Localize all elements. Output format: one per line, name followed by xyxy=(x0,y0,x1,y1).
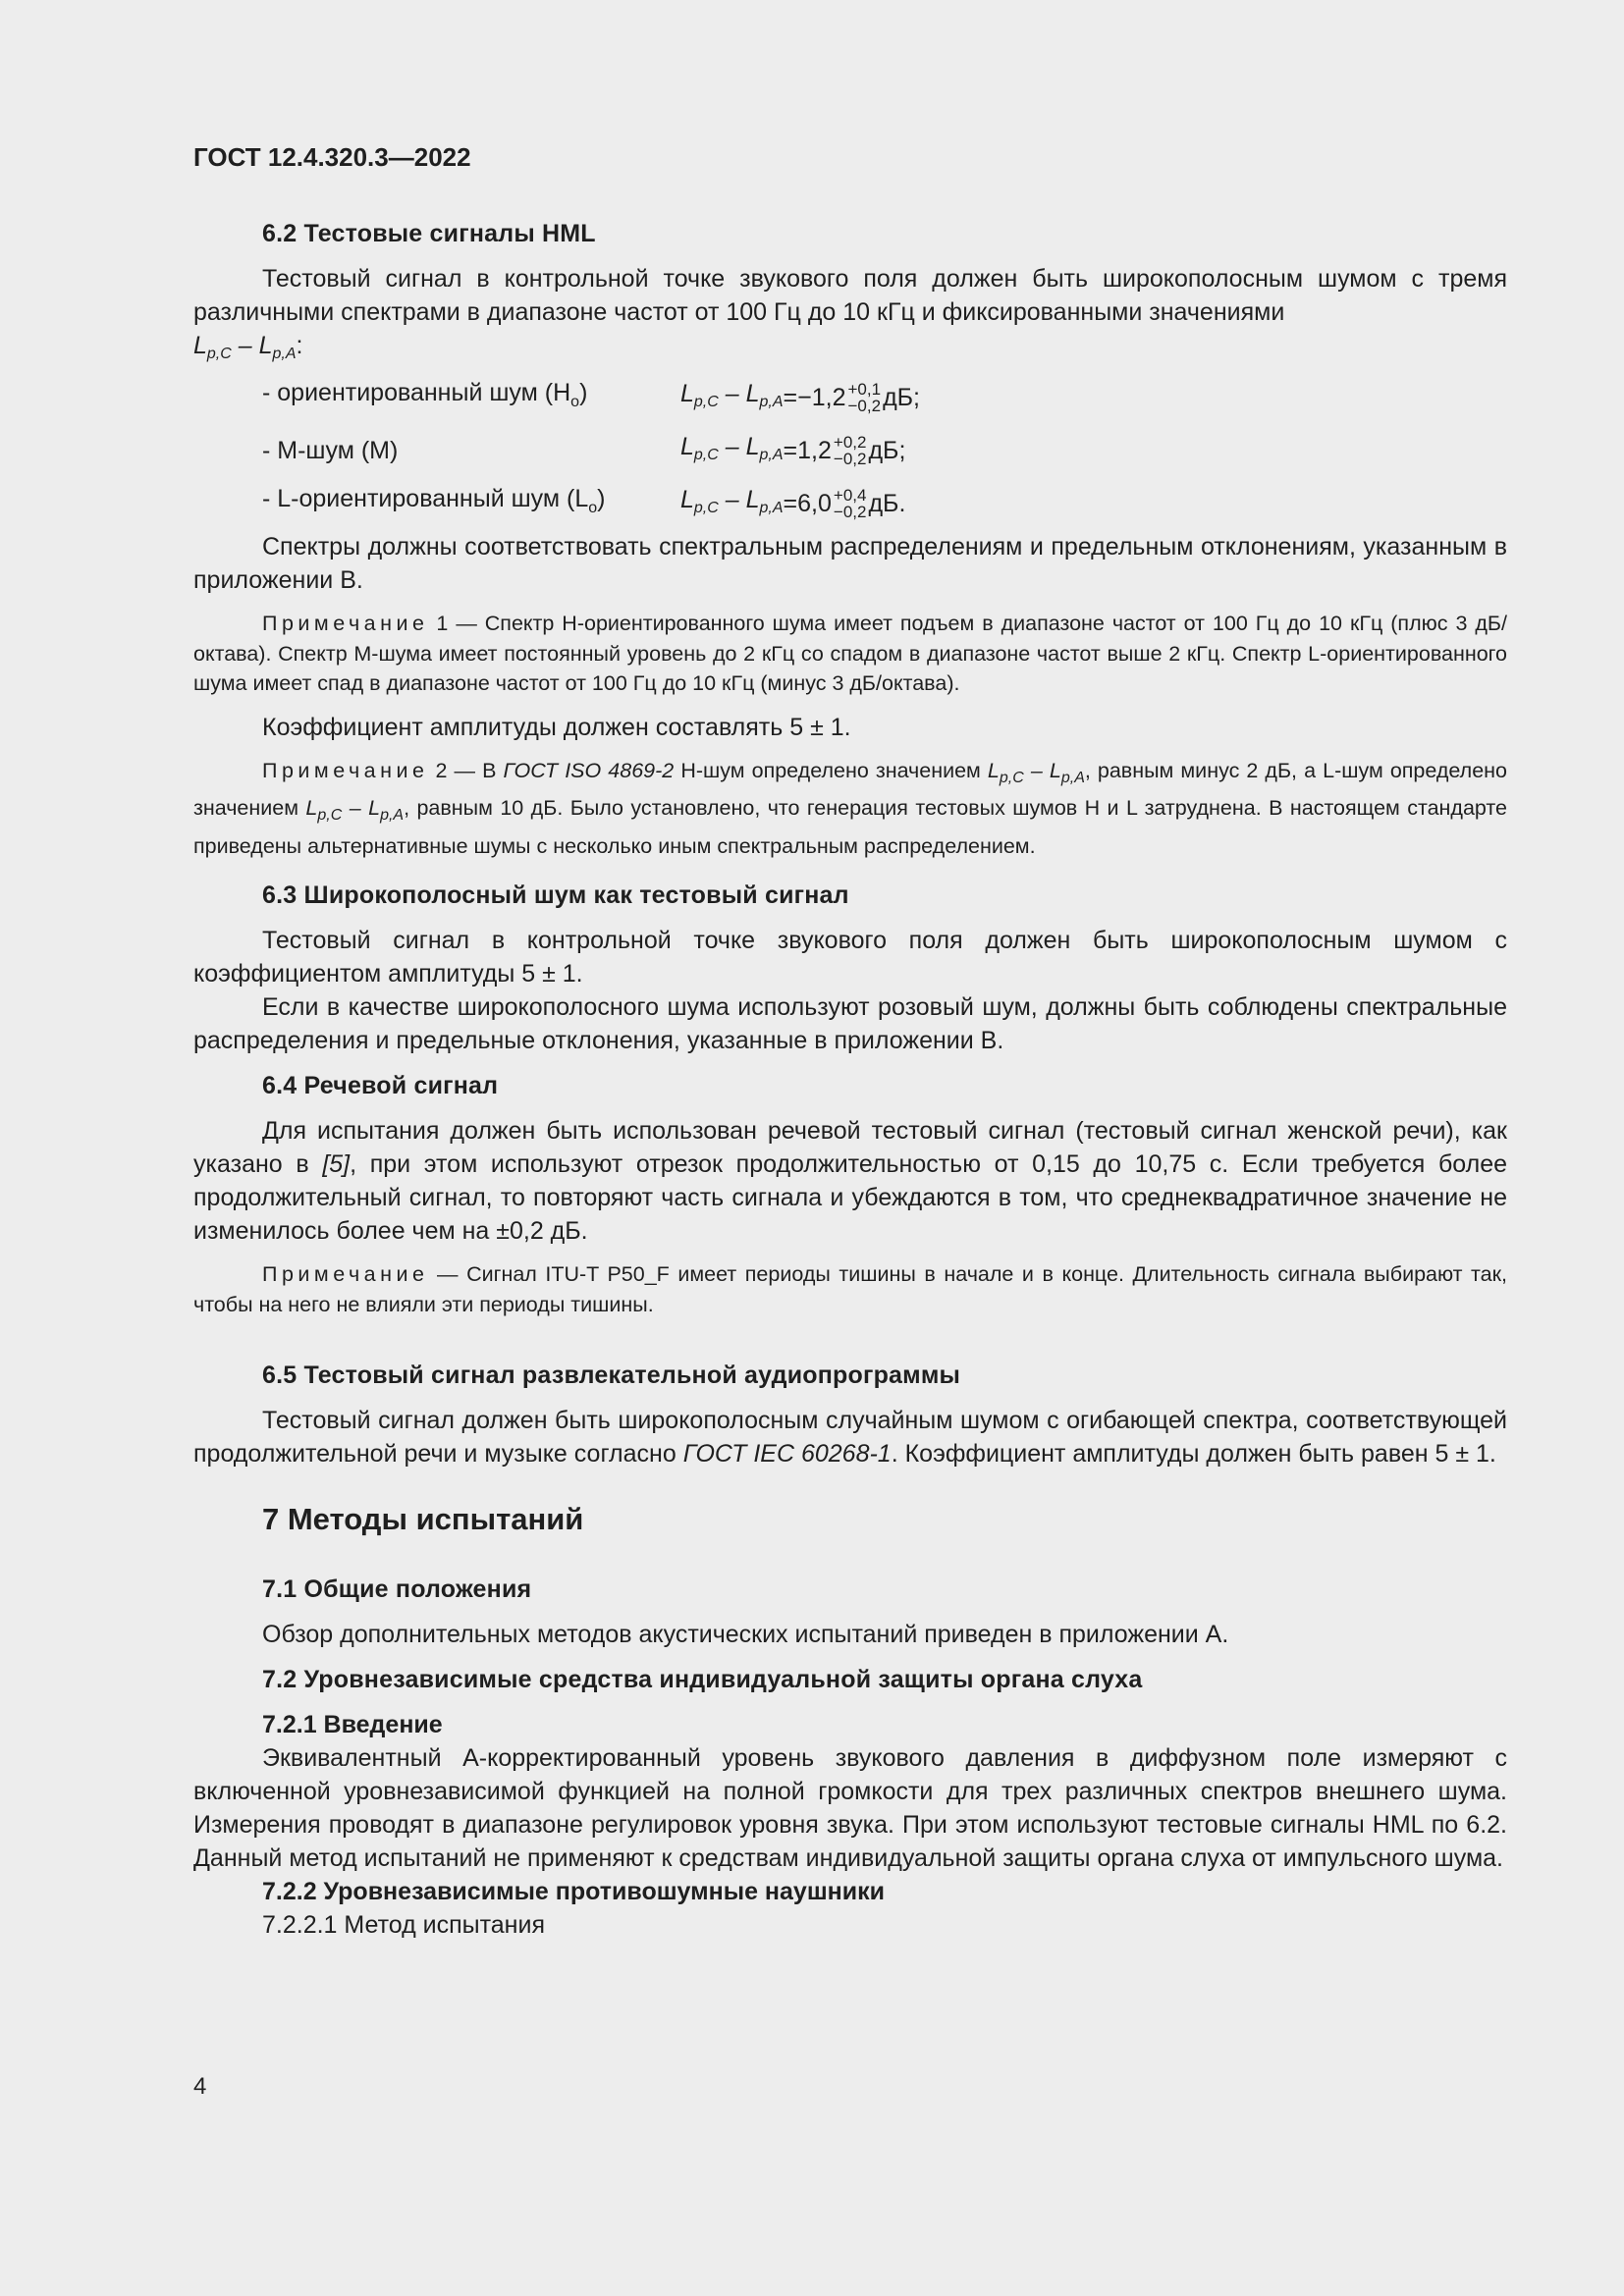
paragraph-6-2-intro: Тестовый сигнал в контрольной точке звукового поля должен быть широкополосным шумом с тремя различными спектрами в диапазоне частот от 100 Гц до 10 кГц и фиксированными значениями $L_{p,C} - L_{p,A}$: xyxy=(193,265,1507,362)
note-6-4: Примечание — Сигнал ITU-T P50_F имеет периоды тишины в начале и в конце. Длительность сигнала выбирают так, чтобы на него не влияли эти периоды тишины. xyxy=(193,1262,1507,1316)
note-1: Примечание 1 — Спектр H-ориентированного шума имеет подъем в диапазоне частот от 100 Гц до 10 кГц (плюс 3 дБ/октава). Спектр М-шума имеет постоянный уровень до 2 кГц со спадом в диапазоне частот выше 2 кГц. Спектр L-ориентированного шума имеет спад в диапазоне частот от 100 Гц до 10 кГц (минус 3 дБ/октава). xyxy=(193,612,1507,695)
paragraph-spectra: Спектры должны соответствовать спектральным распределениям и предельным отклонениям, указанным в приложении В. xyxy=(193,533,1507,594)
heading-6-2: 6.2 Тестовые сигналы HML xyxy=(262,220,596,247)
heading-6-5: 6.5 Тестовый сигнал развлекательной аудиопрограммы xyxy=(262,1362,961,1389)
heading-7-1: 7.1 Общие положения xyxy=(262,1575,532,1603)
hml-list xyxy=(262,371,1507,530)
running-header: ГОСТ 12.4.320.3—2022 xyxy=(193,142,471,172)
heading-7: 7 Методы испытаний xyxy=(262,1502,584,1536)
formula-lc-la: $L_{p,C} - L_{p,A}$ xyxy=(193,332,297,362)
list-item-m: - М-шум (М) $L_{p,C} - L_{p,A}$ = 1,2 +0,2 −0,2 дБ; xyxy=(262,432,906,468)
ref-5: [5] xyxy=(322,1150,351,1178)
heading-6-4: 6.4 Речевой сигнал xyxy=(262,1072,499,1099)
ref-gost-iso-4869-2: ГОСТ ISO 4869-2 xyxy=(503,758,675,782)
paragraph-6-3-1: Тестовый сигнал в контрольной точке звукового поля должен быть широкополосным шумом с коэффициентом амплитуды 5 ± 1. xyxy=(193,927,1507,988)
paragraph-7-2-1: Эквивалентный А-корректированный уровень звукового давления в диффузном поле измеряют с включенной уровнезависимой функцией на полной громкости для трех различных спектров внешнего шума. Измерения проводят в диапазоне регулировок уровня звука. При этом используют тестовые сигналы HML по 6.2. Данный метод испытаний не применяют к средствам индивидуальной защиты органа слуха от импульсного шума. xyxy=(193,1744,1507,1872)
heading-7-2-2: 7.2.2 Уровнезависимые противошумные наушники xyxy=(262,1878,886,1905)
document-page xyxy=(193,142,1507,1942)
ref-gost-iec-60268-1: ГОСТ IEC 60268-1 xyxy=(682,1440,892,1468)
list-item-h: - ориентированный шум $(H_o)$ $L_{p,C} - L_{p,A}$ = −1,2 +0,1 −0,2 дБ; xyxy=(262,379,921,415)
paragraph-7-1: Обзор дополнительных методов акустических испытаний приведен в приложении А. xyxy=(262,1621,1229,1648)
paragraph-6-3-2: Если в качестве широкополосного шума используют розовый шум, должны быть соблюдены спектральные распределения и предельные отклонения, указанные в приложении В. xyxy=(193,993,1507,1054)
paragraph-6-4: Для испытания должен быть использован речевой тестовый сигнал (тестовый сигнал женской речи), как указано в [5], при этом используют отрезок продолжительностью от 0,15 до 10,75 с. Если требуется более продолжительный сигнал, то повторяют часть сигнала и убеждаются в том, что среднеквадратичное значение не изменилось более чем на ±0,2 дБ. xyxy=(193,1117,1508,1245)
heading-7-2-2-1: 7.2.2.1 Метод испытания xyxy=(262,1911,545,1939)
list-item-l: - L-ориентированный шум $(L_o)$ $L_{p,C} - L_{p,A}$ = 6,0 +0,4 −0,2 дБ. xyxy=(262,485,906,521)
paragraph-amplitude: Коэффициент амплитуды должен составлять 5 ± 1. xyxy=(262,713,851,741)
heading-7-2-1: 7.2.1 Введение xyxy=(262,1711,443,1738)
paragraph-6-5: Тестовый сигнал должен быть широкополосным случайным шумом с огибающей спектра, соответствующей продолжительной речи и музыке согласно ГОСТ IEC 60268-1. Коэффициент амплитуды должен быть равен 5 ± 1. xyxy=(193,1407,1507,1468)
page-number: 4 xyxy=(193,2073,207,2100)
heading-6-3: 6.3 Широкополосный шум как тестовый сигнал xyxy=(262,881,849,909)
note-2: Примечание 2 — В ГОСТ ISO 4869-2 H-шум определено значением $L_{p,C} - L_{p,A}$, равным минус 2 дБ, а L-шум определено значением $L_{p,C} - L_{p,A}$, равным 10 дБ. Было установлено, что генерация тестовых шумов H и L затруднена. В настоящем стандарте приведены альтернативные шумы с несколько иным спектральным распределением. xyxy=(193,758,1507,858)
heading-7-2: 7.2 Уровнезависимые средства индивидуальной защиты органа слуха xyxy=(262,1666,1143,1693)
